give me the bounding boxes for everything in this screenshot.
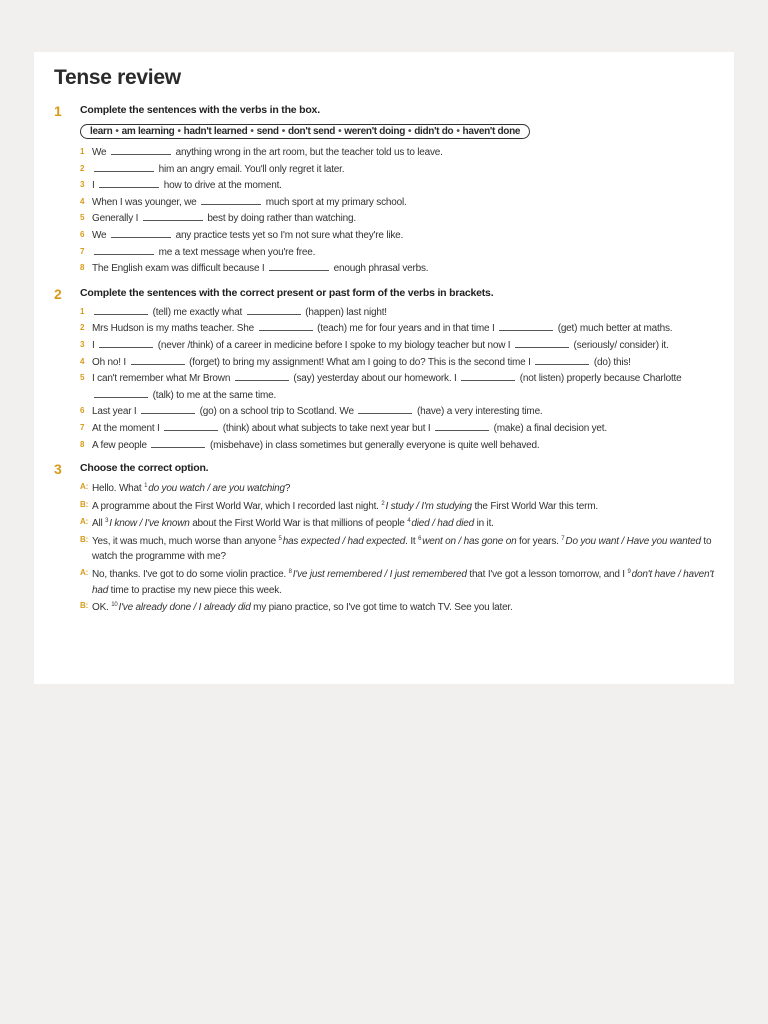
- item-text: I: [92, 180, 98, 192]
- item-number: 1: [80, 306, 85, 316]
- answer-blank[interactable]: [499, 320, 553, 331]
- list-item: [80, 210, 724, 227]
- exercise-1-items: [80, 144, 724, 277]
- option-choice[interactable]: do you watch / are you watching: [148, 483, 285, 495]
- answer-blank[interactable]: [111, 227, 171, 238]
- gap-number: 4: [407, 518, 411, 525]
- item-text: (teach) me for four years and in that time I: [314, 323, 498, 335]
- answer-blank[interactable]: [94, 304, 148, 315]
- dialogue-text: Yes, it was much, much worse than anyone: [92, 535, 279, 547]
- item-text: (say) yesterday about our homework. I: [290, 373, 460, 385]
- item-number: 5: [80, 373, 85, 383]
- list-item: [80, 194, 724, 211]
- answer-blank[interactable]: [201, 194, 261, 205]
- list-item: [80, 177, 724, 194]
- gap-number: 9: [627, 569, 631, 576]
- item-text: Last year I: [92, 406, 140, 418]
- gap-number: 10: [111, 602, 118, 609]
- item-text: any practice tests yet so I'm not sure what they're like.: [173, 229, 404, 241]
- answer-blank[interactable]: [99, 337, 153, 348]
- list-item: [80, 437, 724, 454]
- item-text: When I was younger, we: [92, 196, 200, 208]
- list-item: [80, 260, 724, 277]
- item-text: We: [92, 229, 109, 241]
- item-number: 3: [80, 180, 85, 190]
- answer-blank[interactable]: [94, 387, 148, 398]
- dialogue-text: All: [92, 518, 106, 530]
- box-word: hadn't learned: [183, 126, 248, 137]
- dialogue-text: in it.: [474, 518, 494, 530]
- box-word: am learning: [121, 126, 175, 137]
- item-text: A few people: [92, 439, 150, 451]
- answer-blank[interactable]: [143, 210, 203, 221]
- item-text: how to drive at the moment.: [161, 180, 282, 192]
- item-number: 4: [80, 356, 85, 366]
- list-item: [80, 420, 724, 437]
- answer-blank[interactable]: [164, 420, 218, 431]
- speaker-label: A:: [80, 482, 89, 492]
- list-item: [80, 337, 724, 354]
- item-text: I: [92, 339, 98, 351]
- answer-blank[interactable]: [141, 403, 195, 414]
- item-number: 4: [80, 196, 85, 206]
- dialogue-text: No, thanks. I've got to do some violin practice.: [92, 569, 289, 581]
- bullet-separator: •: [115, 126, 119, 137]
- item-text: (misbehave) in class sometimes but generally everyone is quite well behaved.: [207, 439, 540, 451]
- exercise-instruction: Complete the sentences with the correct present or past form of the verbs in brackets.: [80, 286, 494, 299]
- dialogue-text: Hello. What: [92, 483, 145, 495]
- box-word: learn: [90, 126, 113, 137]
- bullet-separator: •: [338, 126, 342, 137]
- speaker-label: A:: [80, 517, 89, 527]
- speaker-label: A:: [80, 568, 89, 578]
- item-text: (seriously/ consider) it.: [570, 339, 669, 351]
- item-text: anything wrong in the art room, but the teacher told us to leave.: [173, 147, 443, 158]
- item-text: Oh no! I: [92, 356, 129, 368]
- option-choice[interactable]: I study / I'm studying: [385, 500, 472, 512]
- worksheet-page: [34, 52, 734, 684]
- item-text: (think) about what subjects to take next year but I: [220, 422, 434, 434]
- exercise-3-dialogue: [80, 479, 724, 616]
- list-item: [80, 354, 724, 371]
- list-item: [80, 320, 724, 337]
- answer-blank[interactable]: [247, 304, 301, 315]
- dialogue-line: [80, 565, 724, 598]
- exercise-1: [54, 104, 724, 277]
- item-text: At the moment I: [92, 422, 163, 434]
- answer-blank[interactable]: [435, 420, 489, 431]
- gap-number: 1: [144, 483, 148, 490]
- bullet-separator: •: [456, 126, 460, 137]
- answer-blank[interactable]: [269, 260, 329, 271]
- item-text: (happen) last night!: [302, 306, 387, 318]
- speaker-label: B:: [80, 601, 89, 611]
- exercise-3: [54, 462, 724, 616]
- dialogue-line: [80, 532, 724, 565]
- dialogue-text: to watch the programme with me?: [92, 535, 712, 563]
- item-text: (forget) to bring my assignment! What am I going to do? This is the second time I: [186, 356, 534, 368]
- item-text: (get) much better at maths.: [555, 323, 673, 335]
- item-text: (do) this!: [591, 356, 631, 368]
- word-box: [80, 124, 530, 139]
- item-number: 8: [80, 263, 85, 273]
- dialogue-text: the First World War this term.: [471, 500, 598, 512]
- speaker-label: B:: [80, 534, 89, 544]
- exercise-instruction: Choose the correct option.: [80, 462, 209, 475]
- dialogue-text: that I've got a lesson tomorrow, and I: [466, 569, 628, 581]
- answer-blank[interactable]: [151, 437, 205, 448]
- dialogue-text: A programme about the First World War, which I recorded last night.: [92, 500, 382, 512]
- answer-blank[interactable]: [111, 144, 171, 155]
- option-choice[interactable]: I know / I've known: [109, 518, 190, 530]
- list-item: [80, 244, 724, 261]
- item-number: 8: [80, 439, 85, 449]
- exercise-instruction: Complete the sentences with the verbs in the box.: [80, 104, 320, 116]
- dialogue-text: time to practise my new piece this week.: [108, 584, 282, 596]
- gap-number: 6: [418, 535, 422, 542]
- item-text: (talk) to me at the same time.: [150, 389, 277, 401]
- dialogue-text: my piano practice, so I've got time to watch TV. See you later.: [250, 602, 513, 614]
- bullet-separator: •: [177, 126, 181, 137]
- item-text: I can't remember what Mr Brown: [92, 373, 233, 385]
- item-number: 5: [80, 213, 85, 223]
- item-text: Generally I: [92, 213, 141, 225]
- answer-blank[interactable]: [259, 320, 313, 331]
- item-text: (go) on a school trip to Scotland. We: [197, 406, 357, 418]
- page-title: Tense review: [54, 66, 181, 89]
- item-text: The English exam was difficult because I: [92, 263, 268, 275]
- answer-blank[interactable]: [358, 403, 412, 414]
- list-item: [80, 304, 724, 321]
- dialogue-text: OK.: [92, 602, 112, 614]
- exercise-number: 2: [54, 285, 62, 302]
- option-choice[interactable]: has expected / had expected: [282, 535, 406, 547]
- option-choice[interactable]: Do you want / Have you wanted: [565, 535, 701, 547]
- box-word: haven't done: [462, 126, 521, 137]
- option-choice[interactable]: died / had died: [411, 518, 475, 530]
- answer-blank[interactable]: [94, 244, 154, 255]
- gap-number: 5: [278, 535, 282, 542]
- gap-number: 8: [288, 569, 292, 576]
- item-text: him an angry email. You'll only regret it later.: [156, 163, 345, 175]
- list-item: [80, 403, 724, 420]
- item-text: We: [92, 147, 109, 158]
- answer-blank[interactable]: [235, 370, 289, 381]
- item-text: enough phrasal verbs.: [331, 263, 429, 275]
- item-number: 2: [80, 163, 85, 173]
- list-item: [80, 227, 724, 244]
- gap-number: 7: [561, 535, 565, 542]
- list-item: [80, 161, 724, 178]
- answer-blank[interactable]: [461, 370, 515, 381]
- bullet-separator: •: [408, 126, 412, 137]
- dialogue-text: about the First World War is that millions of people: [189, 518, 408, 530]
- bullet-separator: •: [250, 126, 254, 137]
- item-number: 1: [80, 147, 85, 156]
- gap-number: 2: [381, 500, 385, 507]
- item-text: (tell) me exactly what: [150, 306, 245, 318]
- answer-blank[interactable]: [131, 354, 185, 365]
- dialogue-line: [80, 497, 724, 515]
- list-item: [80, 370, 724, 403]
- option-choice[interactable]: I've already done / I already did: [118, 602, 251, 614]
- exercise-2: [54, 287, 724, 453]
- item-number: 7: [80, 422, 85, 432]
- speaker-label: B:: [80, 499, 89, 509]
- option-choice[interactable]: I've just remembered / I just remembered: [292, 569, 467, 581]
- option-choice[interactable]: don't have / haven't had: [92, 569, 714, 596]
- option-choice[interactable]: went on / has gone on: [422, 535, 517, 547]
- item-text: Mrs Hudson is my maths teacher. She: [92, 323, 257, 335]
- item-number: 7: [80, 246, 85, 256]
- item-number: 6: [80, 406, 85, 416]
- item-number: 6: [80, 229, 85, 239]
- exercise-number: 3: [54, 461, 62, 478]
- item-text: (never /think) of a career in medicine before I spoke to my biology teacher but now I: [155, 339, 513, 351]
- item-text: (make) a final decision yet.: [491, 422, 607, 434]
- exercise-number: 1: [54, 103, 62, 119]
- item-text: much sport at my primary school.: [263, 196, 407, 208]
- box-word: send: [256, 126, 279, 137]
- dialogue-text: . It: [405, 535, 419, 547]
- item-text: (not listen) properly because Charlotte: [517, 373, 682, 385]
- list-item: [80, 144, 724, 161]
- dialogue-text: for years.: [516, 535, 562, 547]
- dialogue-line: [80, 598, 724, 616]
- exercise-2-items: [80, 304, 724, 453]
- box-word: didn't do: [414, 126, 454, 137]
- answer-blank[interactable]: [99, 177, 159, 188]
- dialogue-text: ?: [284, 483, 291, 495]
- answer-blank[interactable]: [94, 161, 154, 172]
- gap-number: 3: [105, 518, 109, 525]
- answer-blank[interactable]: [515, 337, 569, 348]
- item-number: 3: [80, 339, 85, 349]
- box-word: weren't doing: [344, 126, 405, 137]
- item-number: 2: [80, 323, 85, 333]
- dialogue-line: [80, 479, 724, 497]
- answer-blank[interactable]: [535, 354, 589, 365]
- bullet-separator: •: [281, 126, 285, 137]
- box-word: don't send: [287, 126, 336, 137]
- item-text: me a text message when you're free.: [156, 246, 316, 258]
- dialogue-line: [80, 514, 724, 532]
- item-text: best by doing rather than watching.: [204, 213, 356, 225]
- item-text: (have) a very interesting time.: [414, 406, 543, 418]
